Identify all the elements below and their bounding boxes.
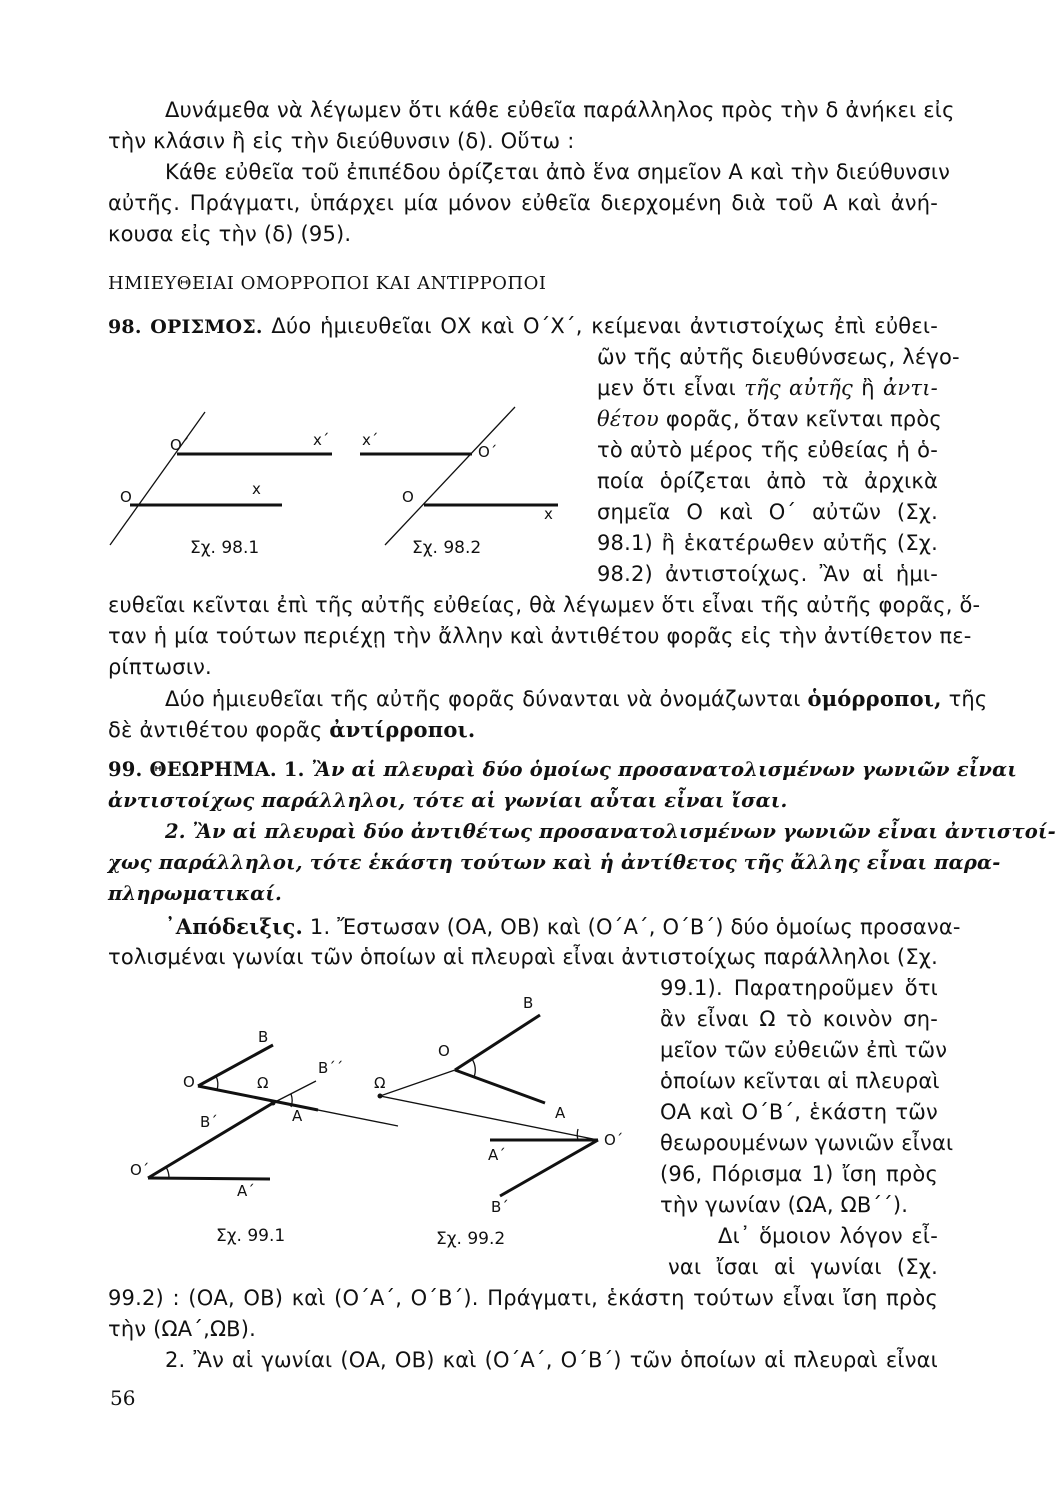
proof-right-10: ναι ἴσαι αἱ γωνίαι (Σχ.: [668, 1255, 938, 1279]
figure-99-2: [360, 990, 640, 1216]
fig98-1-caption: Σχ. 98.1: [190, 538, 260, 558]
def98-label: 98. ΟΡΙΣΜΟΣ.: [108, 316, 263, 338]
section-heading: ΗΜΙΕΥΘΕΙΑΙ ΟΜΟΡΡΟΠΟΙ ΚΑΙ ΑΝΤΙΡΡΟΠΟΙ: [108, 273, 547, 294]
def98-right-2a: μεν ὅτι εἶναι: [597, 376, 736, 400]
fig98-1-label-xp: x΄: [313, 431, 330, 449]
def98-right-5: ποία ὁρίζεται ἀπὸ τὰ ἀρχικὰ: [597, 469, 938, 493]
proof-right-5: ΟΑ καὶ Ο΄Β΄, ἑκάστη τῶν: [660, 1100, 938, 1124]
figure-99-1: [120, 1015, 360, 1225]
proof-label: ᾿Απόδειξις.: [165, 914, 304, 939]
fig99-1-caption: Σχ. 99.1: [216, 1226, 286, 1246]
thm99-line-5: πληρωματικαί.: [108, 882, 282, 905]
term-antirropoi: ἀντίρροποι.: [329, 717, 476, 742]
def98-line-10: ταν ἡ μία τούτων περιέχῃ τὴν ἄλλην καὶ ἀντιθέτου φορᾶς εἰς τὴν ἀντίθετον πε-: [108, 624, 972, 648]
fig99-2-label-Ap: Α΄: [488, 1146, 506, 1164]
def98-right-6: σημεῖα Ο καὶ Ο΄ αὐτῶν (Σχ.: [597, 500, 938, 524]
proof-right-2: ἂν εἶναι Ω τὸ κοινὸν ση-: [660, 1007, 938, 1031]
fig99-2-label-Bp: Β΄: [491, 1198, 509, 1216]
thm99-line-3: 2. Ἂν αἱ πλευραὶ δύο ἀντιθέτως προσανατολισμένων γωνιῶν εἶναι ἀντιστοί-: [165, 820, 1056, 843]
fig99-1-label-Ap: Α΄: [237, 1182, 255, 1200]
proof-line-1-text: 1. Ἔστωσαν (ΟΑ, ΟΒ) καὶ (Ο΄Α΄, Ο΄Β΄) δύο ὁμοίως προσανα-: [309, 915, 961, 939]
def98-line-9: ευθεῖαι κεῖνται ἐπὶ τῆς αὐτῆς εὐθείας, θὰ λέγωμεν ὅτι εἶναι τῆς αὐτῆς φορᾶς, ὅ-: [108, 593, 981, 617]
def98-line-13a: δὲ ἀντιθέτου φορᾶς: [108, 718, 323, 742]
intro-line-5: κουσα εἰς τὴν (δ) (95).: [108, 222, 352, 246]
thm99-label: 99. ΘΕΩΡΗΜΑ. 1.: [108, 758, 305, 781]
fig98-1-label-O: Ο: [120, 488, 132, 506]
fig99-2-caption: Σχ. 99.2: [436, 1229, 506, 1249]
def98-right-2: [597, 378, 938, 399]
def98-right-3: [597, 407, 942, 431]
intro-line-1: Δυνάμεθα νὰ λέγωμεν ὅτι κάθε εὐθεῖα παράλληλος πρὸς τὴν δ ἀνήκει εἰς: [165, 98, 955, 122]
def98-line-12: [165, 686, 988, 711]
fig98-1-label-Op: Ο΄: [170, 436, 190, 454]
def98-same-sense: τῆς αὐτῆς: [744, 376, 853, 400]
fig99-1-label-Op: Ο΄: [130, 1161, 150, 1179]
def98-line-12a: Δύο ἡμιευθεῖαι τῆς αὐτῆς φορᾶς δύνανται νὰ ὀνομάζωνται: [165, 687, 801, 711]
def98-line-11: ρίπτωσιν.: [108, 655, 212, 679]
def98-line-1-text: Δύο ἡμιευθεῖαι ΟΧ καὶ Ο΄Χ΄, κείμεναι ἀντιστοίχως ἐπὶ εὐθει-: [271, 314, 938, 338]
proof-right-8: τὴν γωνίαν (ΩΑ, ΩΒ΄΄).: [660, 1193, 909, 1217]
def98-right-1: ῶν τῆς αὐτῆς διευθύνσεως, λέγο-: [597, 345, 960, 369]
proof-line-3: 99.2) : (ΟΑ, ΟΒ) καὶ (Ο΄Α΄, Ο΄Β΄). Πράγματι, ἑκάστη τούτων εἶναι ἴση πρὸς: [108, 1286, 938, 1310]
def98-right-3b: φορᾶς, ὅταν κεῖνται πρὸς: [665, 407, 942, 431]
def98-right-7: 98.1) ἢ ἑκατέρωθεν αὐτῆς (Σχ.: [597, 531, 938, 555]
fig99-1-label-O: Ο: [183, 1073, 195, 1091]
proof-right-7: (96, Πόρισμα 1) ἴση πρὸς: [660, 1162, 938, 1186]
intro-line-2: τὴν κλάσιν ἢ εἰς τὴν διεύθυνσιν (δ). Οὕτω :: [108, 129, 575, 153]
def98-line-1: [108, 316, 938, 337]
proof-right-3: μεῖον τῶν εὐθειῶν ἐπὶ τῶν: [660, 1038, 948, 1062]
fig98-2-label-Op: Ο΄: [478, 443, 498, 461]
fig99-1-label-Omega: Ω: [257, 1074, 269, 1092]
def98-line-12c: τῆς: [948, 687, 988, 711]
fig98-2-label-O: Ο: [402, 488, 414, 506]
proof-line-2: τολισμέναι γωνίαι τῶν ὁποίων αἱ πλευραὶ εἶναι ἀντιστοίχως παράλληλοι (Σχ.: [108, 945, 938, 969]
def98-line-13: [108, 719, 475, 741]
fig99-1-label-Bpp: Β΄΄: [318, 1059, 344, 1077]
fig99-1-label-Bp: Β΄: [200, 1113, 218, 1131]
proof-right-6: θεωρουμένων γωνιῶν εἶναι: [660, 1131, 954, 1155]
fig98-1-label-x: x: [252, 480, 261, 498]
def98-opposite-sense-a: ἀντι-: [883, 376, 938, 400]
proof-line-4: τὴν (ΩΑ΄,ΩΒ).: [108, 1317, 257, 1341]
def98-right-2c: ἢ: [861, 376, 875, 400]
fig99-2-label-A: Α: [555, 1104, 566, 1122]
def98-opposite-sense-b: θέτου: [597, 407, 659, 431]
thm99-line-1: [108, 758, 1017, 781]
proof-line-5: 2. Ἂν αἱ γωνίαι (ΟΑ, ΟΒ) καὶ (Ο΄Α΄, Ο΄Β΄) τῶν ὁποίων αἱ πλευραὶ εἶναι: [165, 1348, 938, 1372]
def98-right-8: 98.2) ἀντιστοίχως. Ἂν αἱ ἡμι-: [597, 562, 938, 586]
fig98-2-label-xp: x΄: [362, 431, 379, 449]
fig98-2-caption: Σχ. 98.2: [412, 538, 482, 558]
intro-line-3: Κάθε εὐθεῖα τοῦ ἐπιπέδου ὁρίζεται ἀπὸ ἕνα σημεῖον Α καὶ τὴν διεύθυνσιν: [165, 160, 951, 184]
page-number: 56: [110, 1386, 136, 1410]
fig99-1-label-A: Α: [292, 1107, 303, 1125]
proof-right-1: 99.1). Παρατηροῦμεν ὅτι: [660, 976, 938, 1000]
def98-right-4: τὸ αὐτὸ μέρος τῆς εὐθείας ἡ ὁ-: [597, 438, 938, 462]
term-omorropoi: ὁμόρροποι,: [807, 686, 942, 711]
fig99-2-label-B: Β: [523, 994, 534, 1012]
proof-right-4: ὁποίων κεῖνται αἱ πλευραὶ: [660, 1069, 940, 1093]
proof-right-9: Δι᾿ ὅμοιον λόγον εἶ-: [718, 1224, 938, 1248]
fig99-2-label-Op: Ο΄: [604, 1131, 624, 1149]
fig99-1-label-B: Β: [258, 1028, 269, 1046]
thm99-line-2: ἀντιστοίχως παράλληλοι, τότε αἱ γωνίαι αὗται εἶναι ἴσαι.: [108, 789, 788, 812]
proof-line-1: [165, 914, 961, 939]
thm99-line-4: χως παράλληλοι, τότε ἑκάστη τούτων καὶ ἡ ἀντίθετος τῆς ἄλλης εἶναι παρα-: [108, 851, 1001, 874]
thm99-line-1-text: Ἂν αἱ πλευραὶ δύο ὁμοίως προσανατολισμένων γωνιῶν εἶναι: [311, 758, 1017, 781]
fig99-2-label-Omega: Ω: [374, 1074, 386, 1092]
intro-line-4: αὐτῆς. Πράγματι, ὑπάρχει μία μόνον εὐθεῖα διερχομένη διὰ τοῦ Α καὶ ἀνή-: [108, 191, 938, 215]
fig99-2-label-O: Ο: [438, 1042, 450, 1060]
fig98-2-label-x: x: [544, 505, 553, 523]
